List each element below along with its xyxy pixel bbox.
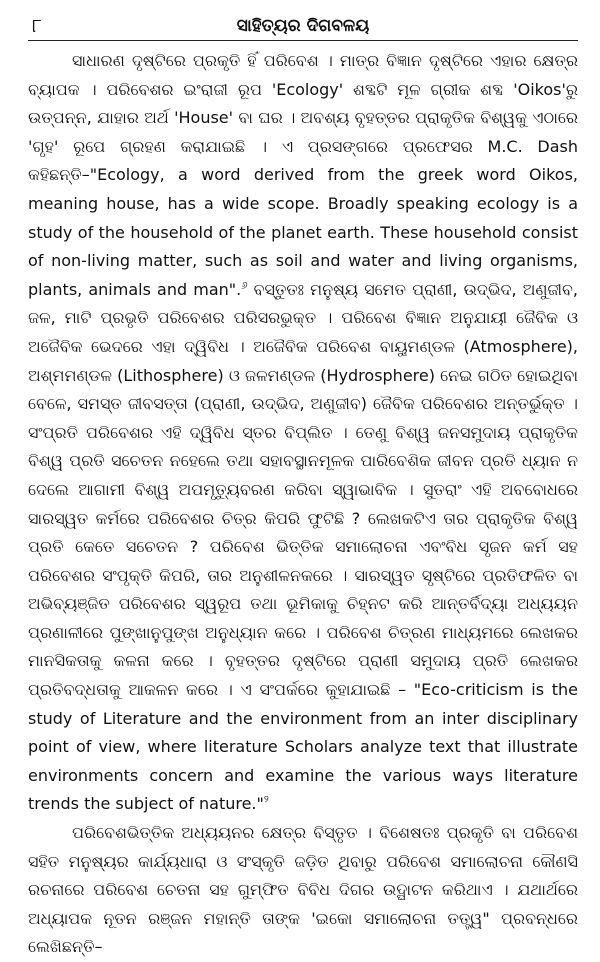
paragraph-1-continuation: ବସ୍ତୁତଃ ମନୁଷ୍ୟ ସମେତ ପ୍ରାଣୀ, ଉଦ୍ଭିଦ, ଅଣୁଜୀବ, ଜଳ, ମାଟି ପ୍ରଭୃତି ପରିବେଶର ପରିସରଭୁକ୍ତ । ପରିବେଶ ବିଜ୍ଞାନ ଅନୁଯାୟୀ ଜୈବିକ ଓ ଅଜୈବିକ ଭେଦରେ ଏହା ଦ୍ୱିବିଧ । ଅଜୈବିକ ପରିବେଶ ବାୟୁମଣ୍ଡଳ (Atmosphere), ଅଶ୍ମମଣ୍ଡଳ (Lithosphere) ଓ ଜଳମଣ୍ଡଳ (Hydrosphere) ନେଇ ଗଠିତ ହୋଇଥିବା ବେଳେ, ସମସ୍ତ ଜୀବସତ୍ତା (ପ୍ରାଣୀ, ଉଦ୍ଭିଦ, ଅଣୁଜୀବ) ଜୈବିକ ପରିବେଶର ଅନ୍ତର୍ଭୁକ୍ତ । ସଂପ୍ରତି ପରିବେଶର ଏହି ଦ୍ୱିବିଧ ସ୍ତର ବିପ୍ଲିତ । ତେଣୁ ବିଶ୍ୱ ଜନସମୁଦାୟ ପ୍ରାକୃତିକ ବିଶ୍ୱ ପ୍ରତି ସଚେତନ ନହେଲେ ତଥା ସହାବସ୍ଥାନମୂଳକ ପାରିବେଶିକ ଜୀବନ ପ୍ରତି ଧ୍ୟାନ ନ ଦେଲେ ଆଗାମୀ ବିଶ୍ୱ ଅପମୃତ୍ୟୁବରଣ କରିବା ସ୍ୱାଭାବିକ । ସୁତରାଂ ଏହି ଅବବୋଧରେ ସାରସ୍ୱତ କର୍ମରେ ପରିବେଶର ଚିତ୍ର କିପରି ଫୁଟିଛି ? ଲେଖକଟିଏ ତାର ପ୍ରାକୃତିକ ବିଶ୍ୱ ପ୍ରତି କେତେ ସଚେତନ ? ପରିବେଶ ଭିତ୍ତିକ ସମାଲୋଚନା ଏବଂବିଧ ସୃଜନ କର୍ମ ସହ ପରିବେଶର ସଂପୃକ୍ତି କିପରି, ତାର ଅନୁଶୀଳନକରେ । ସାରସ୍ୱତ ସୃଷ୍ଟିରେ ପ୍ରତିଫଳିତ ବା ଅଭିବ୍ୟଞ୍ଜିତ ପରିବେଶର ସ୍ୱରୂପ ତଥା ଭୂମିକାକୁ ଚିହ୍ନଟ କରି ଆନ୍ତର୍ବିଦ୍ୟା ଅଧ୍ୟୟନ ପ୍ରଣାଳୀରେ ପୁଙ୍ଖାନୁପୁଙ୍ଖ ଅନୁଧ୍ୟାନ କରେ । ପରିବେଶ ଚିତ୍ରଣ ମାଧ୍ୟମରେ ଲେଖକର ମାନସିକତାକୁ କଳନା କରେ । ବୃହତ୍ତର ଦୃଷ୍ଟିରେ ପ୍ରାଣୀ ସମୁଦାୟ ପ୍ରତି ଲେଖକର ପ୍ରତିବଦ୍ଧତାକୁ ଆକଳନ କରେ । ଏ ସଂପର୍କରେ କୁହାଯାଇଛି – xyxy=(28,279,579,700)
footnote-marker-2[interactable]: ୨ xyxy=(263,795,269,807)
quote-dash: "Ecology, a word derived from the greek word Oikos, meaning house, has a wide scope. Broadly speaking ecology is a study of the household of the planet earth. These household consist of non-living matter, such as soil and water and living organisms, plants, animals and man". xyxy=(28,165,578,299)
quote-eco-criticism: "Eco-criticism is the study of Literature and the environment from an inter disciplinary point of view, where literature Scholars analyze text that illustrate environments concern and examine the various ways literature trends the subject of nature." xyxy=(28,680,578,814)
paragraph-2: ପରିବେଶଭିତ୍ତିକ ଅଧ୍ୟୟନର କ୍ଷେତ୍ର ବିସ୍ତୃତ । ବିଶେଷତଃ ପ୍ରକୃତି ବା ପରିବେଶ ସହିତ ମନୁଷ୍ୟର କାର୍ଯ୍ୟଧାରା ଓ ସଂସ୍କୃତି ଜଡ଼ିତ ଥିବାରୁ ପରିବେଶ ସମାଲୋଚନା କୌଣସି ରଚନାରେ ପରିବେଶ ଚେତନା ସହ ଗୁମ୍ଫିତ ବିବିଧ ଦିଗର ଉଦ୍ଘାଟନ କରିଥାଏ । ଯଥାର୍ଥରେ ଅଧ୍ୟାପକ ନୂତନ ରଞ୍ଜନ ମହାନ୍ତି ତାଙ୍କ 'ଇକୋ ସମାଲୋଚନା ତତ୍ତ୍ୱ" ପ୍ରବନ୍ଧରେ ଲେଖିଛନ୍ତି– xyxy=(28,823,578,957)
paragraph-1-text: ସାଧାରଣ ଦୃଷ୍ଟିରେ ପ୍ରକୃତି ହିଁ ପରିବେଶ । ମାତ୍ର ବିଜ୍ଞାନ ଦୃଷ୍ଟିରେ ଏହାର କ୍ଷେତ୍ର ବ୍ୟାପକ । ପରିବେଶର ଇଂରାଜୀ ରୂପ 'Ecology' ଶବ୍ଦଟି ମୂଳ ଗ୍ରୀକ ଶବ୍ଦ 'Oikos'ରୁ ଉତ୍ପନ୍ନ, ଯାହାର ଅର୍ଥ 'House' ବା ଘର । ଅବଶ୍ୟ ବୃହତ୍ତର ପ୍ରାକୃତିକ ବିଶ୍ୱକୁ ଏଠାରେ 'ଗୃହ' ରୂପେ ଗ୍ରହଣ କରାଯାଇଛି । ଏ ପ୍ରସଙ୍ଗରେ ପ୍ରଫେସର M.C. Dash କହିଛନ୍ତି– xyxy=(28,51,578,185)
page-header xyxy=(28,14,578,41)
page-number: ୮ xyxy=(32,15,42,37)
footnote-marker-1[interactable]: ୬ xyxy=(241,280,248,292)
running-title: ସାହିତ୍ୟର ଦିଗବଳୟ xyxy=(236,16,370,36)
body-text xyxy=(28,47,578,962)
paragraph-1 xyxy=(28,47,578,819)
